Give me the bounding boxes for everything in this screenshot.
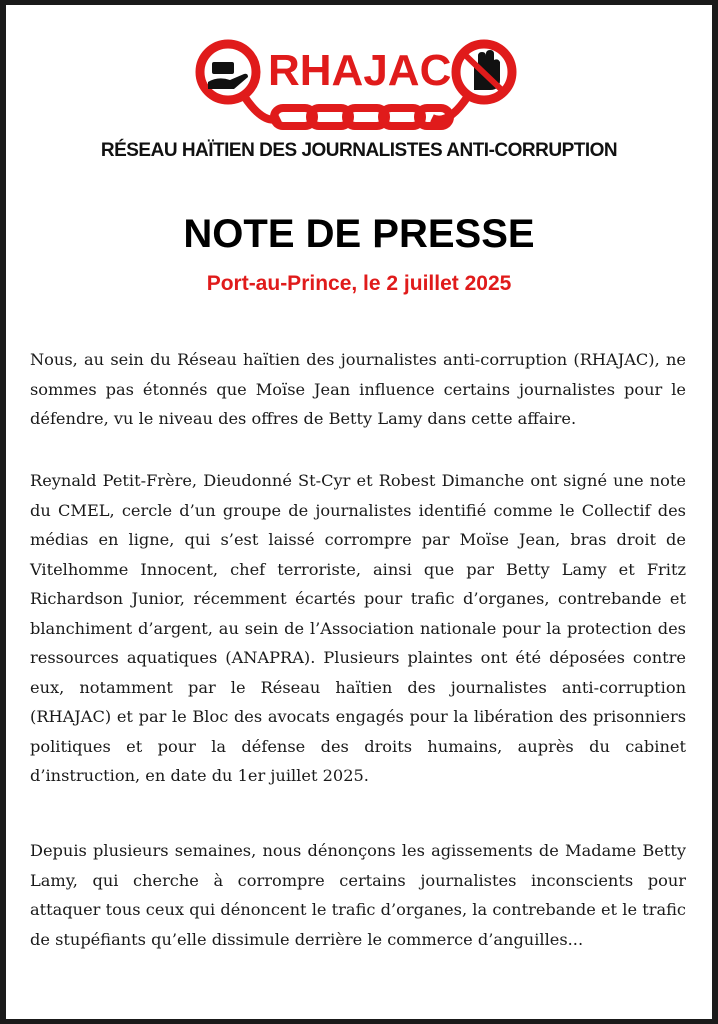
paragraph: Reynald Petit-Frère, Dieudonné St-Cyr et Robest Dimanche ont signé une note du CMEL, cercle d’un groupe de journalistes identifié comme le Collectif des médias en ligne, qui s’est laissé corrompre par Moïse Jean, bras droit de Vitelhomme Innocent, chef terroriste, ainsi que par Betty Lamy et Fritz Richardson Junior, récemment écartés pour trafic d’organes, contrebande et blanchiment d’argent, au sein de l’Association nationale pour la protection des ressources aquatiques (ANAPRA). Plusieurs plaintes ont été déposées contre eux, notamment par le Réseau haïtien des journalistes anti-corruption (RHAJAC) et par le Bloc des avocats engagés pour la libération des prisonniers politiques et pour la défense des droits humains, auprès du cabinet d’instruction, en date du 1er juillet 2025.	[30, 471, 686, 785]
brand-full-name: RÉSEAU HAÏTIEN DES JOURNALISTES ANTI-CORRUPTION	[100, 140, 618, 161]
page-title: NOTE DE PRESSE	[183, 212, 535, 256]
corruption-hand-icon	[200, 44, 256, 100]
brand-name: RHAJAC	[268, 46, 452, 95]
paragraph: Depuis plusieurs semaines, nous dénonçons les agissements de Madame Betty Lamy, qui cherche à corrompre certains journalistes inconscients pour attaquer tous ceux qui dénoncent le trafic d’organes, la contrebande et le trafic de stupéfiants qu’elle dissimule derrière le commerce d’anguilles...	[30, 841, 686, 949]
dateline: Port-au-Prince, le 2 juillet 2025	[206, 272, 512, 295]
paragraph: Nous, au sein du Réseau haïtien des journalistes anti-corruption (RHAJAC), ne sommes pas étonnés que Moïse Jean influence certains journalistes pour le défendre, vu le niveau des offres de Betty Lamy dans cette affaire.	[30, 350, 686, 428]
chain-icon	[244, 96, 468, 126]
stop-hand-icon	[456, 44, 512, 100]
